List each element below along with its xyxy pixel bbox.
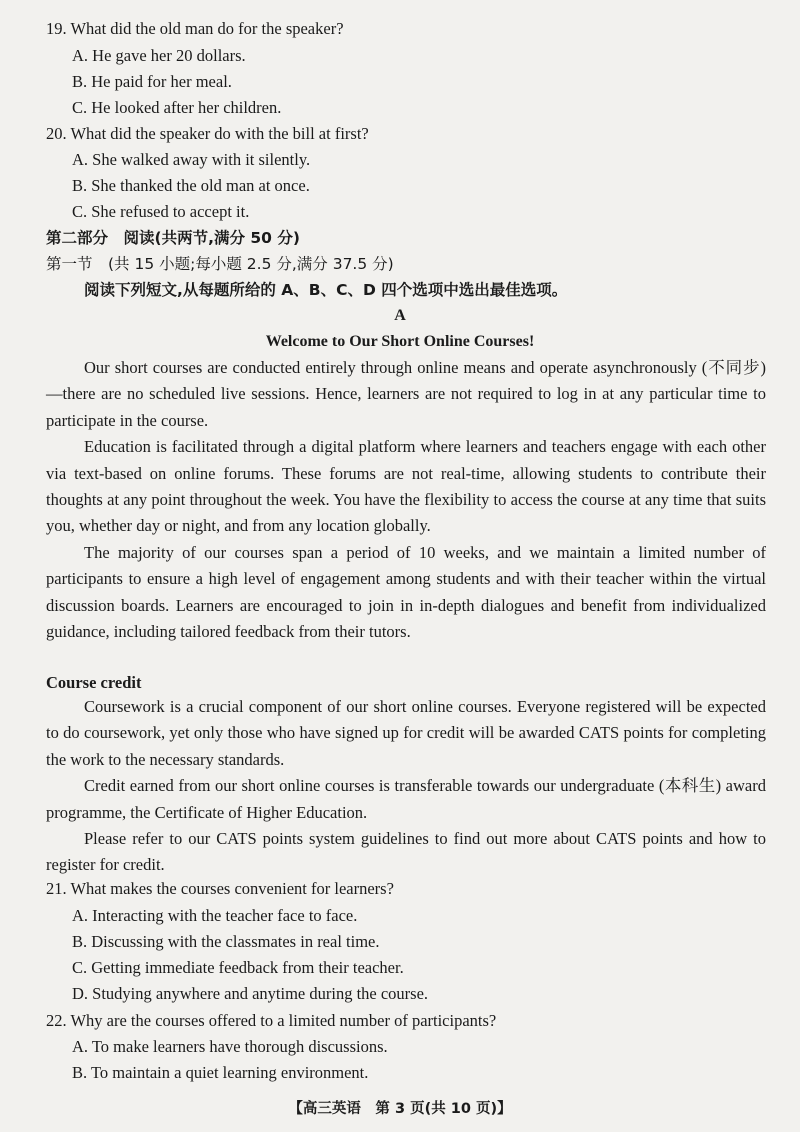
- part2-heading: 第二部分 阅读(共两节,满分 50 分): [46, 229, 300, 247]
- paragraph-1: Our short courses are conducted entirely through online means and operate asynchronously (不同步)—there are no scheduled live sessions. Hence, learners are not required to log in at any particular time to participate in the course.: [46, 358, 766, 430]
- course-credit-heading: Course credit: [46, 673, 142, 692]
- q20-option-a: A. She walked away with it silently.: [72, 150, 311, 169]
- q20-option-c: C. She refused to accept it.: [72, 202, 250, 221]
- q21-option-a: A. Interacting with the teacher face to face.: [72, 906, 358, 925]
- q19-option-b: B. He paid for her meal.: [72, 72, 232, 91]
- credit-paragraph-3: Please refer to our CATS points system guidelines to find out more about CATS points and how to register for credit.: [46, 829, 766, 875]
- q21-option-b: B. Discussing with the classmates in real time.: [72, 932, 380, 951]
- credit-body: [46, 694, 766, 879]
- section1-heading: 第一节 (共 15 小题;每小题 2.5 分,满分 37.5 分): [46, 255, 394, 273]
- q21-option-c: C. Getting immediate feedback from their teacher.: [72, 958, 404, 977]
- q22-stem: 22. Why are the courses offered to a limited number of participants?: [46, 1011, 497, 1030]
- q20-stem: 20. What did the speaker do with the bill at first?: [46, 124, 369, 143]
- paragraph-3: The majority of our courses span a period of 10 weeks, and we maintain a limited number of participants to ensure a high level of engagement among students and with their teacher within the virtual discussion boards. Learners are encouraged to join in in-depth dialogues and benefit from individualized guidance, including tailored feedback from their tutors.: [46, 542, 766, 642]
- q21-stem: 21. What makes the courses convenient for learners?: [46, 879, 394, 898]
- q19-option-c: C. He looked after her children.: [72, 98, 282, 117]
- q22-option-b: B. To maintain a quiet learning environment.: [72, 1063, 369, 1082]
- instruction: 阅读下列短文,从每题所给的 A、B、C、D 四个选项中选出最佳选项。: [84, 281, 568, 299]
- page-footer: 【高三英语 第 3 页(共 10 页)】: [288, 1101, 512, 1117]
- q19-stem: 19. What did the old man do for the speaker?: [46, 19, 344, 38]
- paragraph-2: Education is facilitated through a digital platform where learners and teachers engage with each other via text-based on online forums. These forums are not real-time, allowing students to contribute their thoughts at any point throughout the week. You have the flexibility to access the course at any time that suits you, whether day or night, and from any location globally.: [46, 437, 766, 536]
- passage-body: [46, 355, 766, 645]
- credit-paragraph-1: Coursework is a crucial component of our short online courses. Everyone registered will be expected to do coursework, yet only those who have signed up for credit will be awarded CATS points for completing the work to the necessary standards.: [46, 697, 766, 769]
- q22-option-a: A. To make learners have thorough discussions.: [72, 1037, 388, 1056]
- q21-option-d: D. Studying anywhere and anytime during the course.: [72, 984, 429, 1003]
- passage-title: Welcome to Our Short Online Courses!: [265, 333, 535, 350]
- credit-paragraph-2: Credit earned from our short online courses is transferable towards our undergraduate (本科生) award programme, the Certificate of Higher Education.: [46, 776, 766, 822]
- passage-letter: A: [394, 307, 406, 324]
- q20-option-b: B. She thanked the old man at once.: [72, 176, 310, 195]
- q19-option-a: A. He gave her 20 dollars.: [72, 46, 246, 65]
